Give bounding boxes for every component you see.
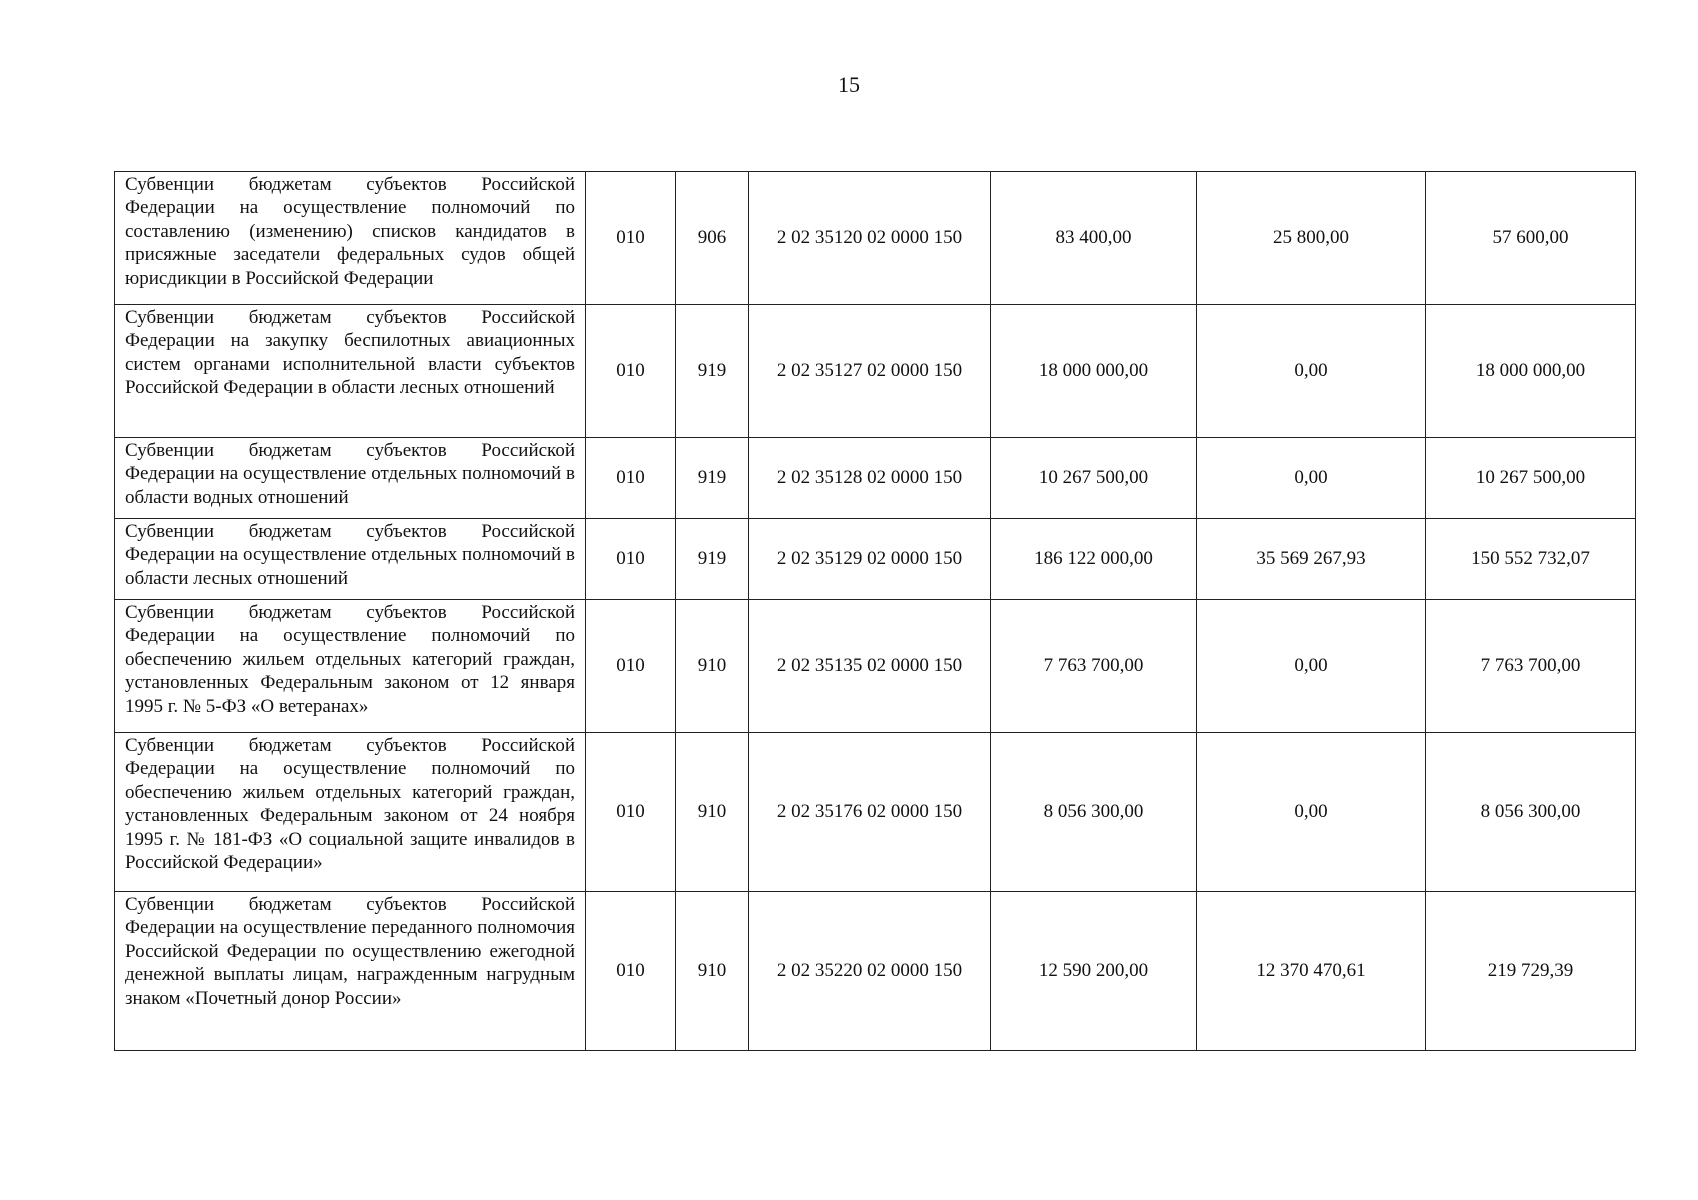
- table-row: [115, 172, 1636, 305]
- amount2-cell: 35 569 267,93: [1197, 519, 1426, 600]
- code2-cell: 910: [676, 892, 749, 1051]
- amount1-cell: 83 400,00: [991, 172, 1197, 305]
- code1-cell: 010: [586, 172, 676, 305]
- kbk-cell: 2 02 35127 02 0000 150: [749, 305, 991, 438]
- description-cell: Субвенции бюджетам субъектов Российской Федерации на осуществление полномочий по обеспечению жильем отдельных категорий граждан, установленных Федеральным законом от 12 января 1995 г. № 5-ФЗ «О ветеранах»: [115, 600, 586, 733]
- code2-cell: 919: [676, 519, 749, 600]
- table-row: [115, 600, 1636, 733]
- amount2-cell: 0,00: [1197, 733, 1426, 892]
- amount3-cell: 150 552 732,07: [1426, 519, 1636, 600]
- amount3-cell: 57 600,00: [1426, 172, 1636, 305]
- description-cell: Субвенции бюджетам субъектов Российской Федерации на осуществление отдельных полномочий в области лесных отношений: [115, 519, 586, 600]
- amount1-cell: 7 763 700,00: [991, 600, 1197, 733]
- description-cell: Субвенции бюджетам субъектов Российской Федерации на осуществление полномочий по составлению (изменению) списков кандидатов в присяжные заседатели федеральных судов общей юрисдикции в Российской Федерации: [115, 172, 586, 305]
- amount1-cell: 18 000 000,00: [991, 305, 1197, 438]
- description-cell: Субвенции бюджетам субъектов Российской Федерации на осуществление отдельных полномочий в области водных отношений: [115, 438, 586, 519]
- amount1-cell: 10 267 500,00: [991, 438, 1197, 519]
- code2-cell: 906: [676, 172, 749, 305]
- budget-table: [114, 171, 1636, 1051]
- amount2-cell: 0,00: [1197, 600, 1426, 733]
- description-cell: Субвенции бюджетам субъектов Российской Федерации на осуществление переданного полномочия Российской Федерации по осуществлению ежегодной денежной выплаты лицам, награжденным нагрудным знаком «Почетный донор России»: [115, 892, 586, 1051]
- amount3-cell: 8 056 300,00: [1426, 733, 1636, 892]
- amount2-cell: 0,00: [1197, 305, 1426, 438]
- amount1-cell: 8 056 300,00: [991, 733, 1197, 892]
- amount3-cell: 18 000 000,00: [1426, 305, 1636, 438]
- description-cell: Субвенции бюджетам субъектов Российской Федерации на осуществление полномочий по обеспечению жильем отдельных категорий граждан, установленных Федеральным законом от 24 ноября 1995 г. № 181-ФЗ «О социальной защите инвалидов в Российской Федерации»: [115, 733, 586, 892]
- kbk-cell: 2 02 35135 02 0000 150: [749, 600, 991, 733]
- code1-cell: 010: [586, 892, 676, 1051]
- description-cell: Субвенции бюджетам субъектов Российской Федерации на закупку беспилотных авиационных систем органами исполнительной власти субъектов Российской Федерации в области лесных отношений: [115, 305, 586, 438]
- code2-cell: 910: [676, 600, 749, 733]
- code2-cell: 919: [676, 438, 749, 519]
- amount2-cell: 12 370 470,61: [1197, 892, 1426, 1051]
- table-row: [115, 892, 1636, 1051]
- table-row: [115, 438, 1636, 519]
- code1-cell: 010: [586, 438, 676, 519]
- table-row: [115, 519, 1636, 600]
- kbk-cell: 2 02 35129 02 0000 150: [749, 519, 991, 600]
- table-row: [115, 733, 1636, 892]
- code2-cell: 919: [676, 305, 749, 438]
- amount3-cell: 219 729,39: [1426, 892, 1636, 1051]
- table-row: [115, 305, 1636, 438]
- amount1-cell: 12 590 200,00: [991, 892, 1197, 1051]
- code1-cell: 010: [586, 305, 676, 438]
- amount1-cell: 186 122 000,00: [991, 519, 1197, 600]
- amount3-cell: 10 267 500,00: [1426, 438, 1636, 519]
- page-number: 15: [838, 72, 860, 97]
- kbk-cell: 2 02 35220 02 0000 150: [749, 892, 991, 1051]
- code2-cell: 910: [676, 733, 749, 892]
- kbk-cell: 2 02 35120 02 0000 150: [749, 172, 991, 305]
- amount2-cell: 25 800,00: [1197, 172, 1426, 305]
- code1-cell: 010: [586, 733, 676, 892]
- code1-cell: 010: [586, 600, 676, 733]
- kbk-cell: 2 02 35176 02 0000 150: [749, 733, 991, 892]
- code1-cell: 010: [586, 519, 676, 600]
- kbk-cell: 2 02 35128 02 0000 150: [749, 438, 991, 519]
- amount2-cell: 0,00: [1197, 438, 1426, 519]
- amount3-cell: 7 763 700,00: [1426, 600, 1636, 733]
